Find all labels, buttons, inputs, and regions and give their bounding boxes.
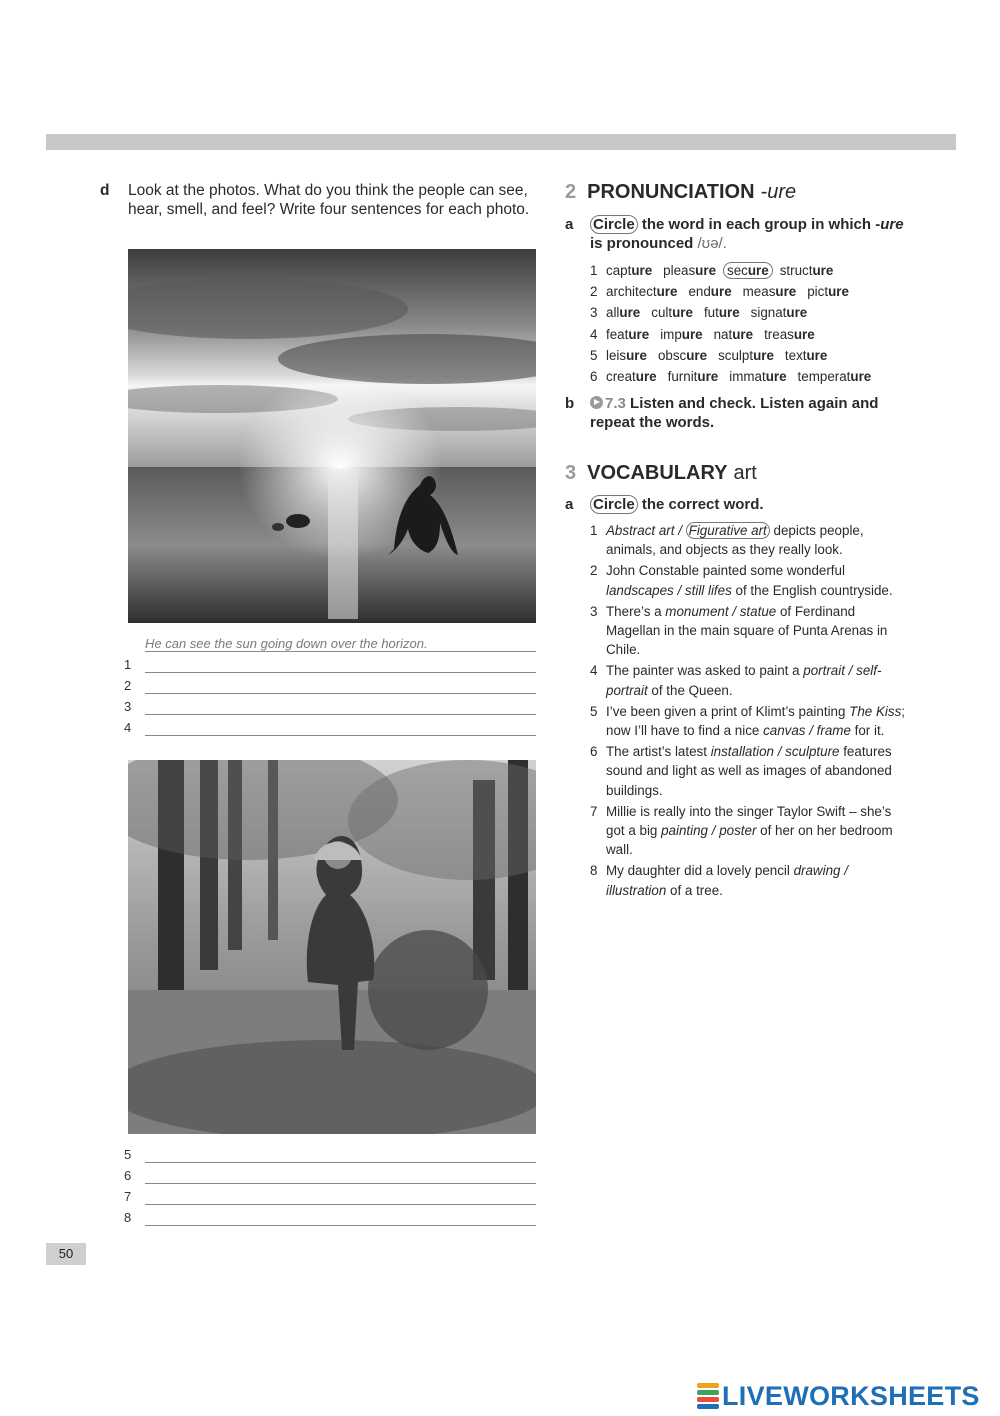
word-option[interactable]: illustration: [606, 882, 667, 898]
word-group-row: [590, 260, 882, 281]
word-option[interactable]: picture: [807, 284, 849, 300]
option-separator: /: [844, 663, 857, 679]
option-separator: /: [805, 723, 817, 739]
item-number: 3: [590, 305, 598, 321]
word-option[interactable]: statue: [739, 603, 777, 619]
exercise-d: [100, 181, 530, 219]
word-option[interactable]: feature: [606, 326, 650, 342]
liveworksheets-logo: [697, 1381, 980, 1411]
item-number: 2: [590, 284, 598, 300]
line-number: 1: [124, 657, 132, 672]
item-number: 6: [590, 744, 598, 760]
option-separator: /: [728, 603, 740, 619]
option-separator: /: [773, 744, 786, 760]
item-number: 3: [590, 603, 598, 619]
vocabulary-item: 4 The painter was asked to paint a portrait / self-portrait of the Queen.: [590, 663, 882, 698]
autumn-leaves-photo: [128, 760, 536, 1134]
exercise-instruction: Listen and check. Listen again and repeat the words.: [590, 395, 879, 431]
item-number: 4: [590, 326, 598, 342]
audio-track-number: 7.3: [605, 395, 626, 412]
exercise-3a: [565, 495, 905, 514]
answer-line[interactable]: [124, 718, 536, 739]
line-number: 8: [124, 1210, 132, 1225]
word-option[interactable]: sculpture: [718, 347, 774, 363]
vocabulary-item: 2 John Constable painted some wonderful landscapes / still lifes of the English countryside.: [590, 563, 893, 598]
word-option[interactable]: still lifes: [684, 582, 732, 598]
item-number: 5: [590, 347, 598, 363]
word-option[interactable]: architecture: [606, 284, 678, 300]
word-option[interactable]: poster: [719, 823, 757, 839]
section-number: 3: [565, 462, 577, 484]
ipa-symbol: /ʊə/.: [697, 235, 727, 252]
item-number: 2: [590, 563, 598, 579]
answer-line[interactable]: [124, 697, 536, 718]
line-number: 3: [124, 699, 132, 714]
answer-line[interactable]: [124, 1187, 536, 1208]
option-separator: /: [708, 823, 720, 839]
option-separator: /: [674, 523, 686, 538]
section-number: 2: [565, 181, 577, 203]
top-banner-bar: [46, 134, 956, 150]
item-number: 6: [590, 368, 598, 384]
word-option[interactable]: sculpture: [785, 744, 840, 760]
item-number: 1: [590, 263, 598, 278]
word-group-row: [590, 366, 882, 387]
word-option[interactable]: drawing: [793, 863, 841, 879]
answer-line[interactable]: [124, 676, 536, 697]
section-3-heading: [565, 461, 757, 485]
word-option[interactable]: monument: [665, 603, 729, 619]
pronunciation-word-groups: [590, 260, 882, 387]
word-group-row: [590, 324, 882, 345]
exercise-instruction: Circle the correct word.: [590, 495, 905, 514]
example-line: [124, 634, 536, 655]
word-option[interactable]: culture: [651, 305, 693, 321]
exercise-instruction: Circle the word in each group in which -ure is pronounced /ʊə/.: [590, 216, 904, 252]
word-option[interactable]: signature: [750, 305, 808, 321]
item-number: 5: [590, 703, 598, 719]
word-option[interactable]: measure: [742, 284, 797, 300]
logo-stripe: [697, 1390, 719, 1395]
word-option[interactable]: portrait: [803, 663, 845, 679]
word-option[interactable]: capture: [606, 263, 653, 278]
logo-badge-icon: [697, 1382, 719, 1410]
word-option[interactable]: frame: [816, 723, 851, 739]
word-option[interactable]: landscapes: [606, 582, 674, 598]
word-group-row: [590, 302, 882, 323]
circled-word-option[interactable]: secure: [723, 262, 773, 279]
exercise-letter: b: [565, 395, 575, 412]
word-option[interactable]: leisure: [606, 347, 647, 363]
page-number: 50: [46, 1243, 86, 1265]
word-option[interactable]: installation: [710, 744, 774, 760]
answer-line[interactable]: [124, 1145, 536, 1166]
word-group-row: [590, 281, 882, 302]
answer-lines-photo2: [124, 1145, 536, 1229]
word-option[interactable]: furniture: [667, 368, 719, 384]
answer-line[interactable]: [124, 655, 536, 676]
word-option[interactable]: obscure: [657, 347, 708, 363]
exercise-letter: a: [565, 216, 574, 233]
word-option[interactable]: allure: [606, 305, 641, 321]
vocabulary-item: 7 Millie is really into the singer Taylor Swift – she’s got a big painting / poster of her on her bedroom wall.: [590, 803, 893, 858]
word-option[interactable]: temperature: [797, 368, 872, 384]
vocabulary-item: 5 I’ve been given a print of Klimt’s painting The Kiss; now I’ll have to find a nice canvas / frame for it.: [590, 703, 905, 739]
section-title: PRONUNCIATION: [587, 181, 755, 203]
vocabulary-item: 1 Abstract art / Figurative art depicts people, animals, and objects as they really look.: [590, 523, 864, 558]
section-title: VOCABULARY: [587, 462, 728, 484]
word-option[interactable]: pleasure: [663, 263, 717, 278]
exercise-letter: d: [100, 182, 110, 199]
word-option[interactable]: endure: [688, 284, 732, 300]
vocabulary-item: 3 There’s a monument / statue of Ferdinand Magellan in the main square of Punta Arenas in Chile.: [590, 603, 888, 658]
vocabulary-items: [590, 521, 905, 902]
vocabulary-item: 6 The artist’s latest installation / sculpture features sound and light as well as images of abandoned buildings.: [590, 744, 892, 798]
artwork-title: The Kiss: [849, 703, 902, 719]
line-number: 4: [124, 720, 132, 735]
circle-word: Circle: [590, 495, 638, 514]
answer-line[interactable]: [124, 1166, 536, 1187]
word-option[interactable]: future: [703, 305, 740, 321]
word-option[interactable]: treasure: [764, 326, 815, 342]
word-group-row: [590, 345, 882, 366]
line-number: 5: [124, 1147, 132, 1162]
line-number: 6: [124, 1168, 132, 1183]
logo-stripe: [697, 1404, 719, 1409]
logo-stripe: [697, 1383, 719, 1388]
item-number: 4: [590, 663, 598, 679]
line-number: 2: [124, 678, 132, 693]
exercise-2a: [565, 215, 905, 253]
option-separator: /: [840, 863, 848, 879]
word-option[interactable]: texture: [784, 347, 828, 363]
circle-word: Circle: [590, 215, 638, 234]
answer-line[interactable]: [124, 1208, 536, 1229]
answer-lines-photo1: [124, 634, 536, 739]
section-subtitle: -ure: [760, 181, 797, 203]
section-2-heading: [565, 180, 796, 204]
word-option[interactable]: Figurative art: [686, 522, 770, 539]
example-sentence: He can see the sun going down over the horizon.: [145, 636, 428, 651]
exercise-letter: a: [565, 496, 574, 513]
item-number: 1: [590, 523, 598, 538]
section-subtitle: art: [733, 462, 757, 484]
word-option[interactable]: canvas: [763, 723, 806, 739]
vocabulary-item: 8 My daughter did a lovely pencil drawing / illustration of a tree.: [590, 863, 848, 898]
word-option[interactable]: self-portrait: [606, 663, 882, 698]
word-option[interactable]: impure: [660, 326, 703, 342]
item-number: 8: [590, 863, 598, 879]
word-option[interactable]: painting: [661, 823, 709, 839]
option-separator: /: [673, 582, 685, 598]
word-option[interactable]: creature: [606, 368, 657, 384]
word-option[interactable]: structure: [779, 263, 834, 278]
line-number: 7: [124, 1189, 132, 1204]
logo-text: LIVEWORKSHEETS: [722, 1380, 980, 1411]
word-option[interactable]: immature: [729, 368, 787, 384]
item-number: 7: [590, 803, 598, 819]
logo-stripe: [697, 1397, 719, 1402]
exercise-instruction: Look at the photos. What do you think the people can see, hear, smell, and feel? Write four sentences for each photo.: [128, 182, 530, 218]
audio-play-icon[interactable]: [590, 396, 603, 409]
exercise-2b: [565, 394, 905, 432]
word-option[interactable]: nature: [713, 326, 754, 342]
word-option[interactable]: Abstract art: [606, 523, 675, 538]
sunset-beach-photo: [128, 249, 536, 623]
